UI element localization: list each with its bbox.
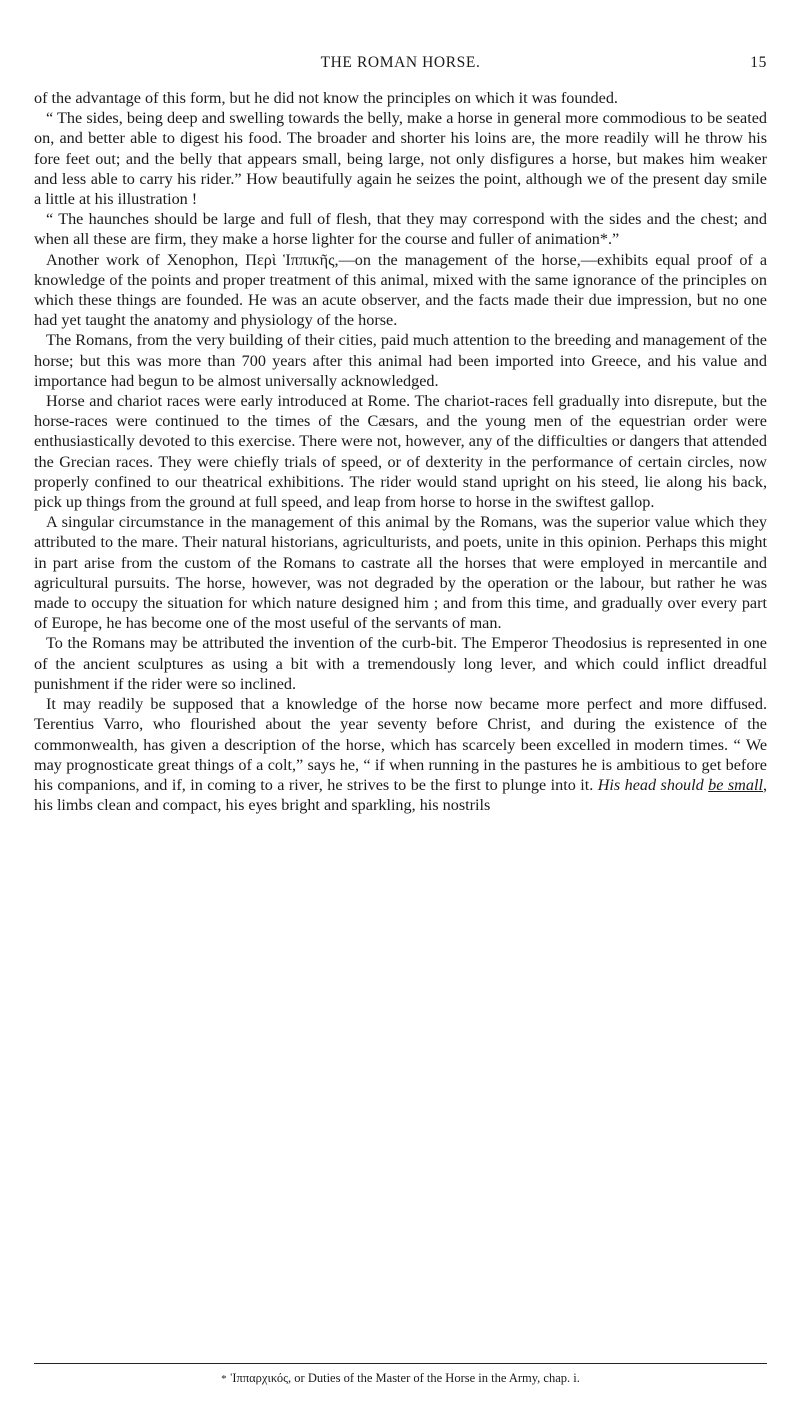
footnote-text: Ἱππαρχικός, or Duties of the Master of the Horse in the Army, chap. i. <box>230 1371 580 1385</box>
paragraph: The Romans, from the very building of their cities, paid much attention to the breeding and management of the horse; but this was more than 700 years after this animal had been imported into Greece, and his value and importance had begun to be almost universally acknowledged. <box>34 331 767 390</box>
paragraph: “ The sides, being deep and swelling towards the belly, make a horse in general more commodious to be seated on, and better able to digest his food. The broader and shorter his loins are, the more readily will he throw his fore feet out; and the belly that appears small, being large, not only disfigures a horse, but makes him weaker and less able to carry his rider.” How beautifully again he seizes the point, although we of the present day smile a little at his illustration ! <box>34 109 767 209</box>
paragraph-text: , his limbs clean and compact, his eyes bright and sparkling, his nostrils <box>34 775 768 815</box>
paragraph: Another work of Xenophon, Περὶ Ἱππικῆς,—on the management of the horse,—exhibits equal proof of a knowledge of the points and proper treatment of this animal, mixed with the same ignorance of the principles on which these things are founded. He was an acute observer, and the facts made their due impression, but no one had yet taught the anatomy and physiology of the horse. <box>34 250 767 330</box>
footnote-rule <box>34 1363 767 1364</box>
paragraph: Horse and chariot races were early introduced at Rome. The chariot-races fell gradually into disrepute, but the horse-races were continued to the times of the Cæsars, and the young men of the equestrian order were enthusiastically devoted to this exercise. There were not, however, any of the difficulties or dangers that attended the Grecian races. They were chiefly trials of speed, or of dexterity in the performance of certain circles, now properly confined to our theatrical exhibitions. The rider would stand upright on his steed, lie along his back, pick up things from the ground at full speed, and leap from horse to horse in the swiftest gallop. <box>34 392 767 512</box>
footnote <box>34 1370 767 1387</box>
italic-phrase: be small <box>708 775 763 794</box>
paragraph: A singular circumstance in the management of this animal by the Romans, was the superior value which they attributed to the mare. Their natural historians, agriculturists, and poets, unite in this opinion. Perhaps this might in part arise from the custom of the Romans to castrate all the horses that were employed in mercantile and agricultural pursuits. The horse, however, was not degraded by the operation or the labour, but rather he was made to occupy the situation for which nature designed him ; and from this time, and gradually over every part of Europe, he has become one of the most useful of the servants of man. <box>34 513 767 633</box>
page-number: 15 <box>750 54 767 71</box>
paragraph: “ The haunches should be large and full of flesh, that they may correspond with the sides and the chest; and when all these are firm, they make a horse lighter for the course and fuller of animation*.” <box>34 210 767 249</box>
paragraph: To the Romans may be attributed the invention of the curb-bit. The Emperor Theodosius is represented in one of the ancient sculptures as using a bit with a tremendously long lever, and which could inflict dreadful punishment if the rider were so inclined. <box>34 634 767 693</box>
paragraph <box>34 694 767 815</box>
italic-phrase: His head should <box>597 775 704 794</box>
paragraph-text: It may readily be supposed that a knowledge of the horse now became more perfect and more diffused. Terentius Varro, who flourished about the year seventy before Christ, and during the existence of the commonwealth, has given a description of the horse, which has scarcely been excelled in modern times. “ We may prognosticate great things of a colt,” says he, “ if when running in the pastures he is ambitious to get before his companions, and if, in coming to a river, he strives to be the first to plunge into it. <box>34 695 767 794</box>
running-head <box>34 54 767 76</box>
running-title: THE ROMAN HORSE. <box>320 54 481 71</box>
paragraph: of the advantage of this form, but he did not know the principles on which it was founded. <box>34 89 618 107</box>
footnote-mark: * <box>221 1373 227 1385</box>
body-text <box>34 88 767 815</box>
